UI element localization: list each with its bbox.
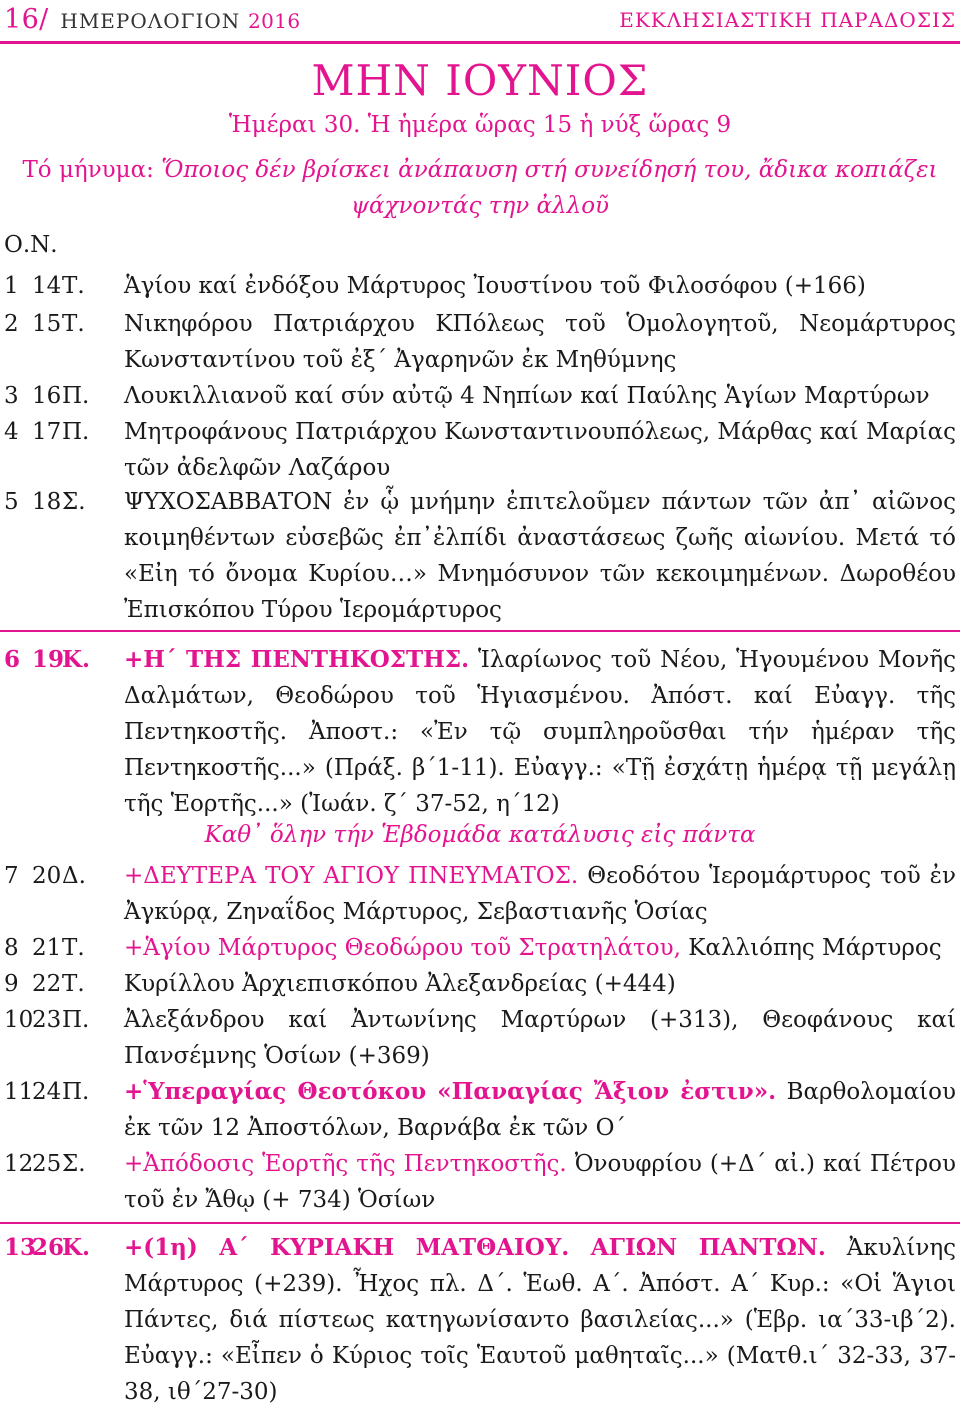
- feast-lead: +Ὑπεραγίας Θεοτόκου «Παναγίας Ἄξιον ἐστιν».: [124, 1078, 777, 1105]
- day-number: 4: [4, 419, 19, 445]
- day-weekday: Τ.: [62, 311, 85, 337]
- day-number: 10: [4, 1007, 34, 1033]
- month-title: ΜΗΝ ΙΟΥΝΙΟΣ: [311, 56, 649, 105]
- day-text: Ἀλεξάνδρου καί Ἀντωνίνης Μαρτύρων (+313), Θεοφάνους καί Πανσέμνης Ὁσίων (+369): [124, 1007, 956, 1069]
- header-left: [4, 4, 301, 35]
- feast-lead: +Ἁγίου Μάρτυρος Θεοδώρου τοῦ Στρατηλάτου,: [124, 935, 681, 961]
- day-text: [124, 1146, 956, 1218]
- day-number: 2: [4, 311, 19, 337]
- day-text: [124, 642, 956, 822]
- feast-text: Ὀνουφρίου (+Δ΄ αἰ.) καί Πέτρου τοῦ ἐν Ἄθῳ (+ 734) Ὁσίων: [124, 1151, 956, 1213]
- day-weekday: Π.: [62, 1007, 90, 1033]
- day-text: ΨΥΧΟΣΑΒΒΑΤΟΝ ἐν ᾧ μνήμην ἐπιτελοῦμεν πάντων τῶν ἀπ᾽ αἰῶνος κοιμηθέντων εὐσεβῶς ἐπ᾽ἐλπίδι ἀναστάσεως ζωῆς αἰωνίου. Μετά τό «Εἰη τό ὄνομα Κυρίου…» Μνημόσυνον τῶν κεκοιμημένων. Δωροθέου Ἐπισκόπου Τύρου Ἱερομάρτυρος: [124, 489, 956, 623]
- header-year: 2016: [248, 9, 301, 33]
- day-text: [124, 930, 956, 966]
- day-number: 3: [4, 383, 19, 409]
- day-weekday: Κ.: [62, 1234, 90, 1261]
- day-text: Νικηφόρου Πατριάρχου ΚΠόλεως τοῦ Ὁμολογητοῦ, Νεομάρτυρος Κωνσταντίνου τοῦ ἐξ΄ Ἀγαρηνῶν ἐκ Μηθύμνης: [124, 311, 956, 373]
- days-info: Ἡμέραι 30. Ἡ ἡμέρα ὥρας 15 ἡ νύξ ὥρας 9: [228, 112, 732, 138]
- day-date: 24: [32, 1079, 62, 1105]
- day-weekday: Π.: [62, 419, 90, 445]
- message-text-2: ψάχνοντάς την ἀλλοῦ: [350, 193, 610, 219]
- feast-text: Ἱλαρίωνος τοῦ Νέου, Ἡγουμένου Μονῆς Δαλμάτων, Θεοδώρου τοῦ Ἡγιασμένου. Ἀπόστ. καί Εὐαγγ. τῆς Πεντηκοστῆς. Ἀποστ.: «Ἐν τῷ συμπληροῦσθαι τήν ἡμέραν τῆς Πεντηκοστῆς...» (Πράξ. β΄1-11). Εὐαγγ.: «Τῇ ἐσχάτῃ ἡμέρᾳ τῇ μεγάλῃ τῆς Ἑορτῆς...» (Ἰωάν. ζ΄ 37-52, η΄12): [124, 647, 956, 817]
- header-right: ΕΚΚΛΗΣΙΑΣΤΙΚΗ ΠΑΡΑΔΟΣΙΣ: [619, 8, 956, 32]
- day-date: 16: [32, 383, 62, 409]
- sunday-rule: [0, 1222, 960, 1224]
- day-date: 15: [32, 311, 62, 337]
- day-date: 26: [32, 1234, 65, 1261]
- page-number: 16: [4, 4, 40, 35]
- day-date: 21: [32, 935, 62, 961]
- day-weekday: Σ.: [62, 1151, 86, 1177]
- day-text: Μητροφάνους Πατριάρχου Κωνσταντινουπόλεως, Μάρθας καί Μαρίας τῶν ἀδελφῶν Λαζάρου: [124, 419, 956, 481]
- feast-lead: +Ἀπόδοσις Ἑορτῆς τῆς Πεντηκοστῆς.: [124, 1151, 567, 1177]
- day-date: 14: [32, 273, 62, 299]
- day-text: [124, 858, 956, 930]
- day-number: 11: [4, 1079, 34, 1105]
- feast-text: Ἀκυλίνης Μάρτυρος (+239). Ἦχος πλ. Δ΄. Ἑωθ. Α΄. Ἀπόστ. Α΄ Κυρ.: «Οἱ Ἅγιοι Πάντες, διά πίστεως κατηγωνίσαντο βασιλείας...» (Ἑβρ. ια΄33-ιβ΄2). Εὐαγγ.: «Εἶπεν ὁ Κύριος τοῖς Ἑαυτοῦ μαθηταῖς...» (Ματθ.ι΄ 32-33, 37-38, ιθ΄27-30): [124, 1235, 956, 1405]
- day-number: 8: [4, 935, 19, 961]
- day-weekday: Σ.: [62, 489, 86, 515]
- message-block: [0, 152, 960, 224]
- day-weekday: Τ.: [62, 935, 85, 961]
- day-date: 22: [32, 971, 62, 997]
- message-text-1: Ὅποιος δέν βρίσκει ἀνάπαυση στή συνείδησή του, ἄδικα κοπιάζει: [161, 157, 938, 183]
- day-date: 18: [32, 489, 62, 515]
- message-label: Τό μήνυμα:: [22, 157, 154, 183]
- day-date: 19: [32, 646, 65, 673]
- day-number: 1: [4, 273, 19, 299]
- day-date: 20: [32, 863, 62, 889]
- day-number: 12: [4, 1151, 34, 1177]
- message-line-1: [0, 152, 960, 188]
- feast-lead: +(1η) Α΄ ΚΥΡΙΑΚΗ ΜΑΤΘΑΙΟΥ. ΑΓΙΩΝ ΠΑΝΤΩΝ.: [124, 1234, 826, 1261]
- header-title: ΗΜΕΡΟΛΟΓΙΟΝ: [60, 9, 241, 33]
- day-text: [124, 1230, 956, 1410]
- day-text: Κυρίλλου Ἀρχιεπισκόπου Ἀλεξανδρείας (+444): [124, 971, 676, 997]
- feast-lead: +ΔΕΥΤΕΡΑ ΤΟΥ ΑΓΙΟΥ ΠΝΕΥΜΑΤΟΣ.: [124, 863, 579, 889]
- column-header: Ο.Ν.: [4, 232, 58, 258]
- sunday-rule: [0, 630, 960, 632]
- header-rule: [0, 41, 960, 44]
- day-text: Λουκιλλιανοῦ καί σύν αὐτῷ 4 Νηπίων καί Παύλης Ἁγίων Μαρτύρων: [124, 383, 930, 409]
- day-weekday: Π.: [62, 1079, 90, 1105]
- day-number: 13: [4, 1234, 37, 1261]
- feast-lead: +Η΄ ΤΗΣ ΠΕΝΤΗΚΟΣΤΗΣ.: [124, 646, 470, 673]
- feast-text: Θεοδότου Ἱερομάρτυρος τοῦ ἐν Ἀγκύρᾳ, Ζηναΐδος Μάρτυρος, Σεβαστιανῆς Ὁσίας: [124, 863, 956, 925]
- day-date: 25: [32, 1151, 62, 1177]
- day-number: 7: [4, 863, 19, 889]
- day-number: 9: [4, 971, 19, 997]
- day-weekday: Δ.: [62, 863, 86, 889]
- day-weekday: Τ.: [62, 971, 85, 997]
- day-date: 23: [32, 1007, 62, 1033]
- day-date: 17: [32, 419, 62, 445]
- day-weekday: Τ.: [62, 273, 85, 299]
- running-header: [0, 0, 960, 36]
- day-weekday: Κ.: [62, 646, 90, 673]
- feast-text: Βαρθολομαίου ἐκ τῶν 12 Ἀποστόλων, Βαρνάβα ἐκ τῶν Ο΄: [124, 1079, 956, 1141]
- fast-note: Καθ᾽ ὅλην τήν Ἑβδομάδα κατάλυσις εἰς πάντα: [204, 822, 756, 848]
- day-weekday: Π.: [62, 383, 90, 409]
- day-text: [124, 1074, 956, 1146]
- day-text: Ἁγίου καί ἐνδόξου Μάρτυρος Ἰουστίνου τοῦ Φιλοσόφου (+166): [124, 273, 866, 299]
- feast-text: Καλλιόπης Μάρτυρος: [680, 935, 942, 961]
- header-slash: /: [39, 4, 49, 35]
- day-number: 5: [4, 489, 19, 515]
- day-number: 6: [4, 646, 21, 673]
